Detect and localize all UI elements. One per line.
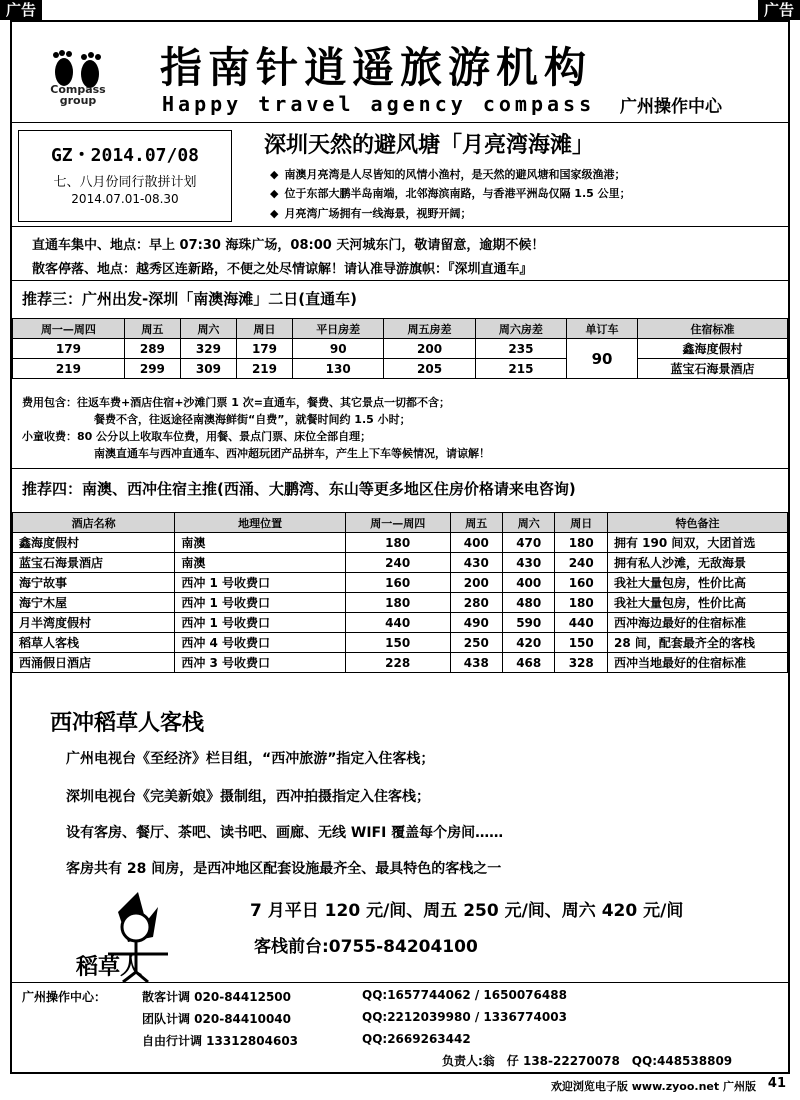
plan-period: 2014.07.01-08.30	[71, 192, 179, 206]
fee-line: 小童收费：80 公分以上收取车位费，用餐、景点门票、床位全部自理；	[22, 430, 372, 443]
rec3-header: 周日	[236, 319, 292, 339]
table-row: 月半湾度假村 西冲 1 号收费口 440 490 590 440 西冲海边最好的住宿标准	[13, 613, 788, 633]
rec4-header: 酒店名称	[13, 513, 175, 533]
page-number: 41	[767, 1076, 786, 1091]
bullet: ◆ 南澳月亮湾是人尽皆知的风情小渔村，是天然的避风塘和国家级渔港；	[270, 168, 626, 181]
rec3-header: 周一—周四	[13, 319, 125, 339]
table-row: 蓝宝石海景酒店 南澳 240 430 430 240 拥有私人沙滩，无敌海景	[13, 553, 788, 573]
hotel-name: 鑫海度假村	[638, 339, 788, 359]
rec3-header: 住宿标准	[638, 319, 788, 339]
meeting-info: 直通车集中、地点：早上 07:30 海珠广场，08:00 天河城东门，敬请留意，逾期不候！	[32, 238, 545, 253]
rec3-header: 平日房差	[293, 319, 384, 339]
table-row: 219 299 309 219 130 205 215 蓝宝石海景酒店	[13, 359, 788, 379]
brand-name-en: Happy travel agency compass	[162, 92, 596, 116]
ad-label-left: 广告	[0, 0, 42, 20]
scarecrow-logo-text: 稻草人	[76, 954, 143, 980]
plan-box	[18, 130, 232, 222]
ad-label-right: 广告	[758, 0, 800, 20]
inn-desc-line: 深圳电视台《完美新娘》摄制组，西冲拍摄指定入住客栈；	[66, 789, 430, 805]
table-row: 179 289 329 179 90 200 235 90 鑫海度假村	[13, 339, 788, 359]
rec4-title: 推荐四：南澳、西冲住宿主推(西涌、大鹏湾、东山等更多地区住房价格请来电咨询)	[22, 480, 576, 498]
ad-frame	[10, 20, 790, 1074]
rec3-title: 推荐三：广州出发-深圳「南澳海滩」二日(直通车)	[22, 290, 357, 308]
rec4-header: 地理位置	[175, 513, 346, 533]
footer-text: 欢迎浏览电子版 www.zyoo.net 广州版	[550, 1080, 756, 1093]
table-row: 稻草人客栈 西冲 4 号收费口 150 250 420 150 28 间，配套最齐全的客栈	[13, 633, 788, 653]
bullet: ◆ 月亮湾广场拥有一线海景，视野开阔；	[270, 207, 472, 220]
headline: 深圳天然的避风塘「月亮湾海滩」	[264, 132, 595, 158]
inn-desc-line: 设有客房、餐厅、茶吧、读书吧、画廊、无线 WIFI 覆盖每个房间……	[66, 825, 504, 841]
table-row: 西涌假日酒店 西冲 3 号收费口 228 438 468 328 西冲当地最好的住宿标准	[13, 653, 788, 673]
rec4-header: 周日	[555, 513, 608, 533]
contact-line: 散客计调 020-84412500	[142, 990, 292, 1004]
manager: 负责人:翁 仔 138-22270078 QQ:448538809	[442, 1054, 733, 1068]
contact-label: 广州操作中心：	[22, 990, 107, 1004]
fee-line: 费用包含：往返车费+酒店住宿+沙滩门票 1 次=直通车，餐费、其它景点一切都不含；	[22, 396, 450, 409]
inn-tel: 客栈前台:0755-84204100	[254, 937, 478, 957]
rec3-header: 周五房差	[384, 319, 475, 339]
rec4-header: 周一—周四	[345, 513, 450, 533]
car-price: 90	[567, 339, 638, 379]
inn-desc-line: 客房共有 28 间房，是西冲地区配套设施最齐全、最具特色的客栈之一	[66, 861, 502, 877]
table-row: 鑫海度假村 南澳 180 400 470 180 拥有 190 间双，大团首选	[13, 533, 788, 553]
rec4-hotel-table	[12, 512, 788, 673]
scarecrow-logo-icon	[68, 882, 198, 982]
rec3-header: 周六	[180, 319, 236, 339]
rec4-header: 周五	[450, 513, 502, 533]
rec3-header: 周五	[124, 319, 180, 339]
bullet: ◆ 位于东部大鹏半岛南端，北邻海滨南路，与香港平洲岛仅隔 1.5 公里；	[270, 187, 631, 200]
contact-qq: QQ:2669263442	[362, 1032, 471, 1046]
plan-code: GZ・2014.07/08	[50, 145, 200, 166]
table-row: 海宁木屋 西冲 1 号收费口 180 280 480 180 我社大量包房，性价比高	[13, 593, 788, 613]
rec4-header: 特色备注	[608, 513, 788, 533]
fee-line: 南澳直通车与西冲直通车、西冲超玩团产品拼车，产生上下车等候情况，请谅解！	[94, 447, 490, 460]
dropoff-info: 散客停落、地点：越秀区连新路，不便之处尽情谅解！请认准导游旗帜：『深圳直通车』	[32, 262, 533, 277]
contact-qq: QQ:1657744062 / 1650076488	[362, 988, 567, 1002]
contact-qq: QQ:2212039980 / 1336774003	[362, 1010, 567, 1024]
rec3-price-table	[12, 318, 788, 379]
inn-desc-line: 广州电视台《至经济》栏目组，“西冲旅游”指定入住客栈；	[66, 751, 435, 767]
plan-subtitle: 七、八月份同行散拼计划	[53, 175, 197, 190]
hotel-name: 蓝宝石海景酒店	[638, 359, 788, 379]
rec3-header: 单订车	[567, 319, 638, 339]
fee-line: 餐费不含，往返途径南澳海鲜街“自费”，就餐时间约 1.5 小时；	[94, 413, 411, 426]
operation-center: 广州操作中心	[620, 97, 722, 117]
logo-text: Compass group	[50, 83, 106, 107]
rec4-header: 周六	[503, 513, 555, 533]
brand-name-cn: 指南针逍遥旅游机构	[160, 43, 593, 92]
contact-line: 团队计调 020-84410040	[142, 1012, 292, 1026]
contact-line: 自由行计调 13312804603	[142, 1034, 299, 1048]
rec3-header: 周六房差	[475, 319, 566, 339]
header	[12, 22, 788, 122]
inn-title: 西冲稻草人客栈	[50, 710, 205, 736]
inn-price: 7 月平日 120 元/间、周五 250 元/间、周六 420 元/间	[250, 901, 684, 921]
table-row: 海宁故事 西冲 1 号收费口 160 200 400 160 我社大量包房，性价比高	[13, 573, 788, 593]
